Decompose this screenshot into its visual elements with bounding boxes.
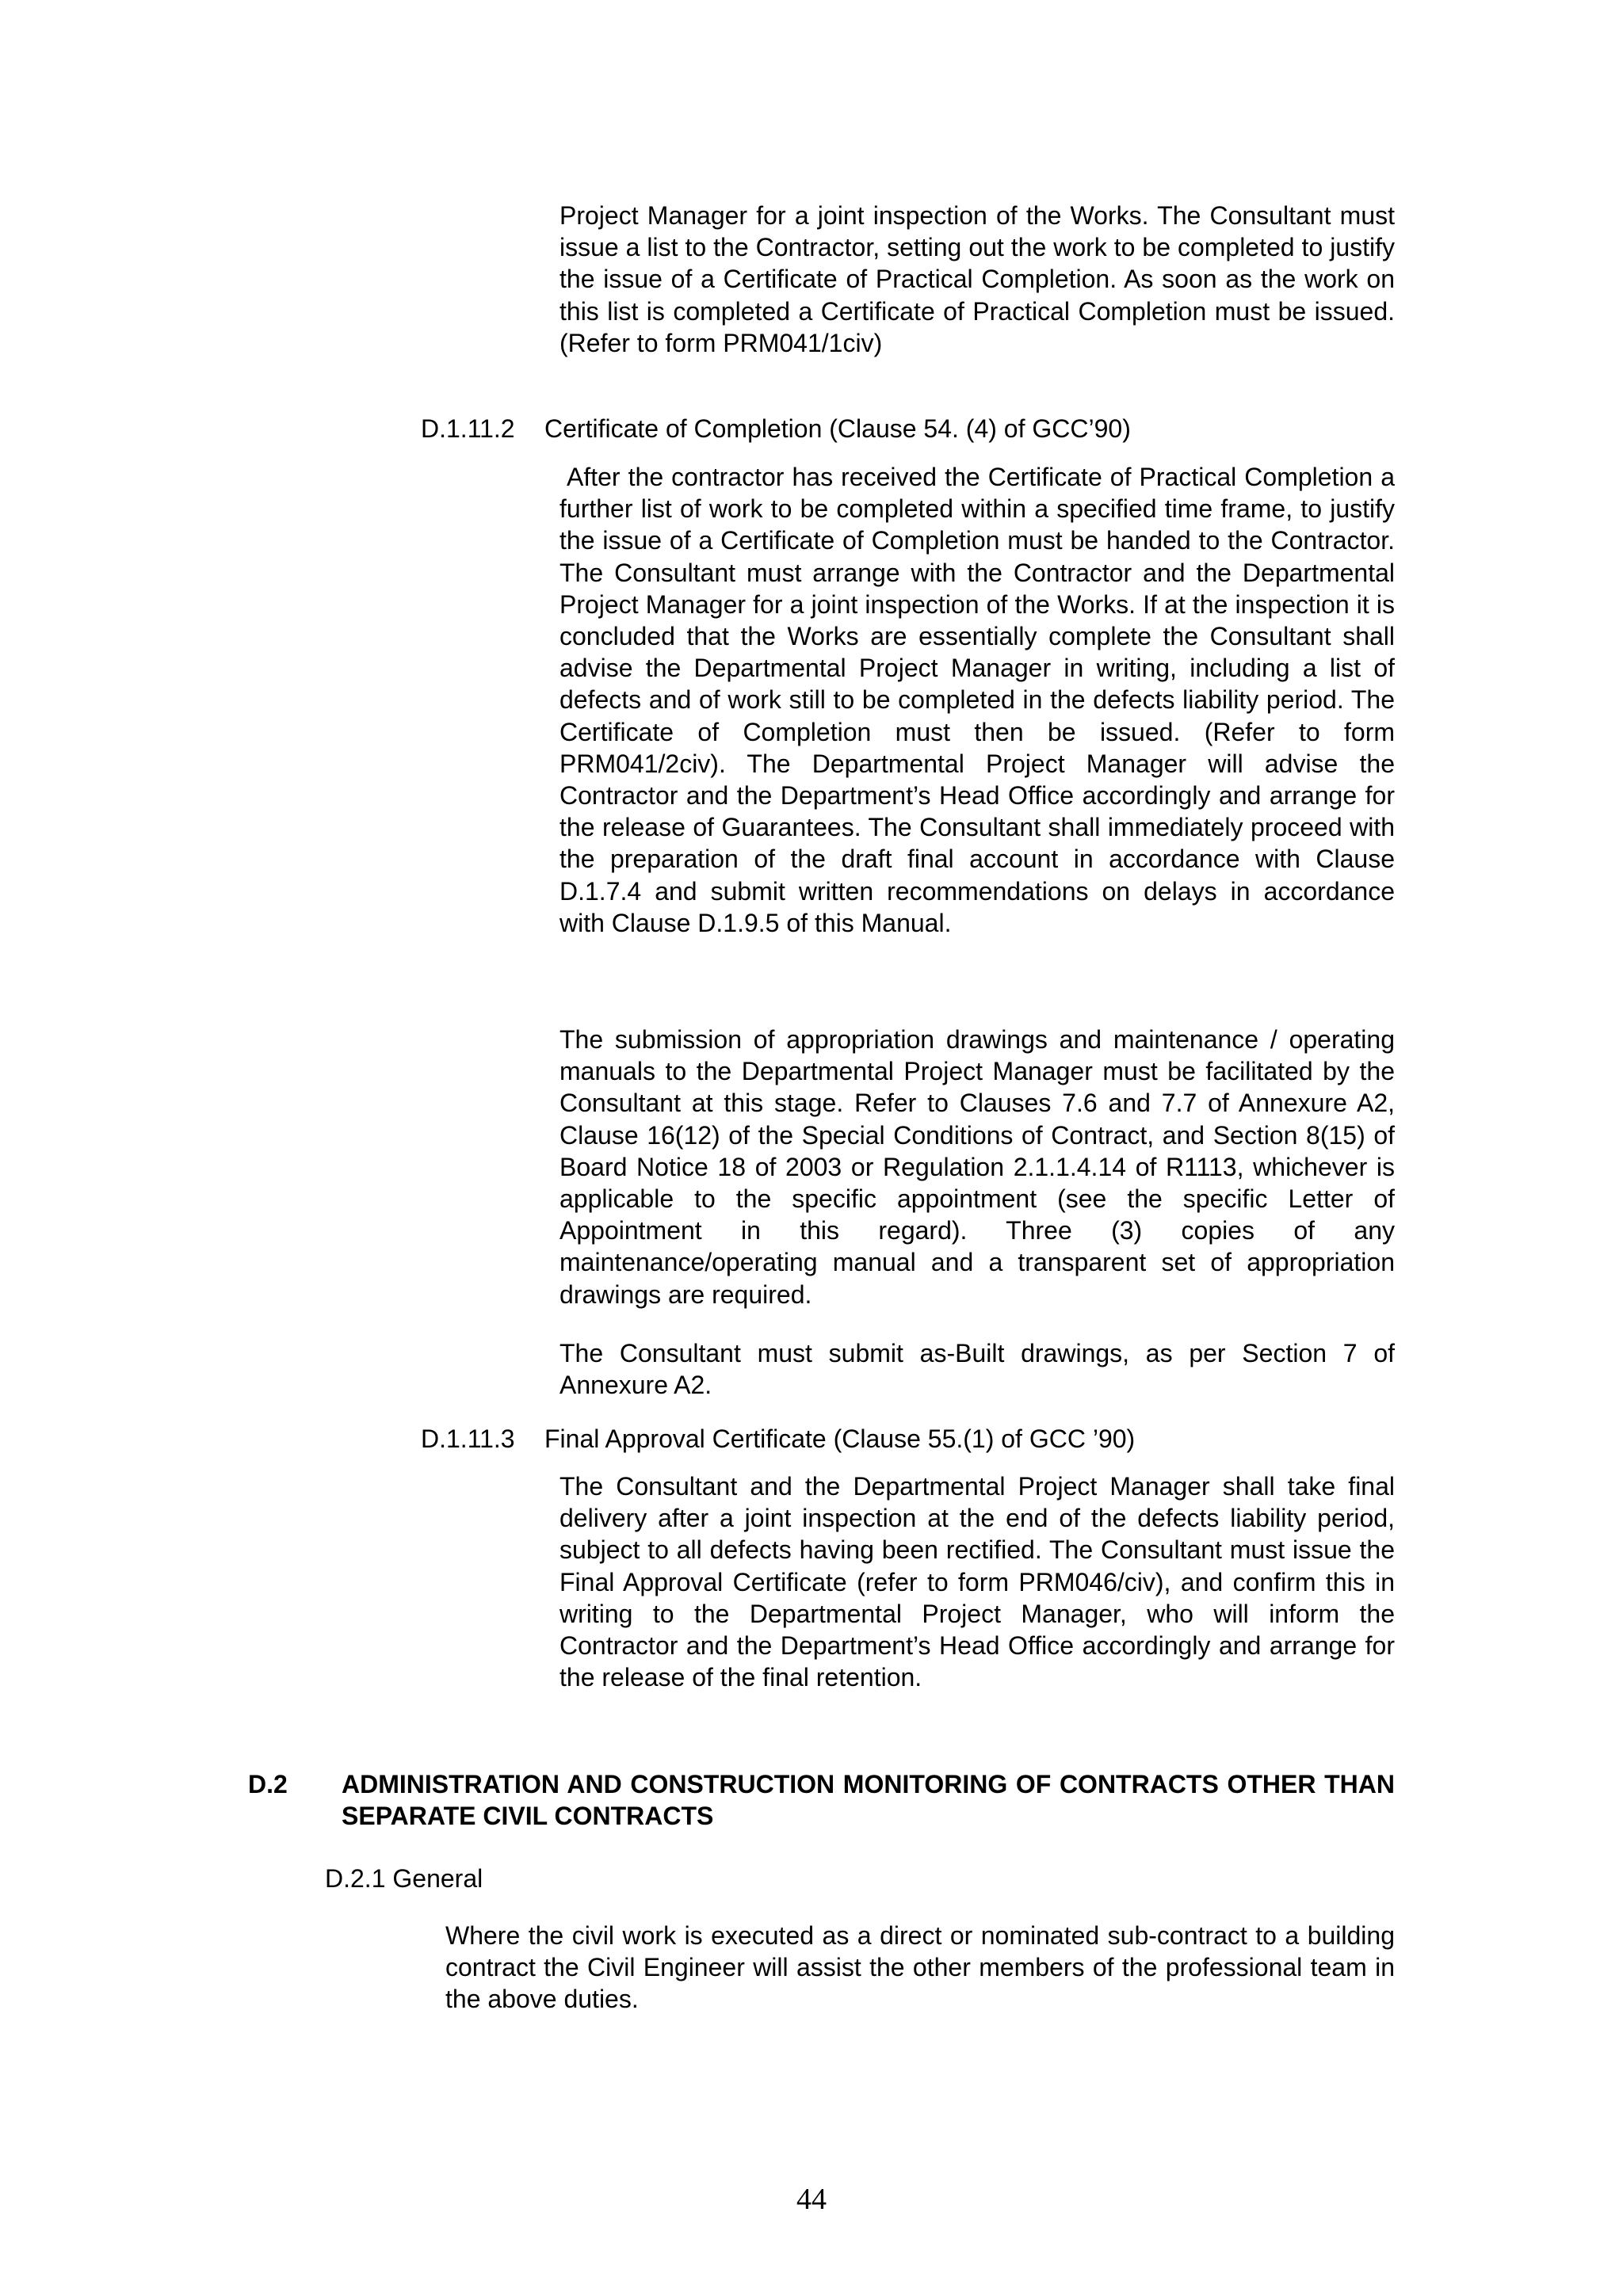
paragraph-appropriation-drawings: The submission of appropriation drawings and maintenance / operating manuals to the Departmental Project Manager must be facilitated by the Consultant at this stage. Refer to Clauses 7.6 and 7.7 of Annexure A2, Clause 16(12) of the Special Conditions of Contract, and Section 8(15) of Board Notice 18 of 2003 or Regulation 2.1.1.4.14 of R1113, whichever is applicable to the specific appointment (see the specific Letter of Appointment in this regard). Three (3) copies of any maintenance/operating manual and a transparent set of appropriation drawings are required. (559, 1025, 1395, 1309)
paragraph-as-built-drawings: The Consultant must submit as-Built drawings, as per Section 7 of Annexure A2. (559, 1339, 1395, 1400)
paragraph-final-approval-certificate: The Consultant and the Departmental Project Manager shall take final delivery after a joint inspection at the end of the defects liability period, subject to all defects having been rectified. The Consultant must issue the Final Approval Certificate (refer to form PRM046/civ), and confirm this in writing to the Departmental Project Manager, who will inform the Contractor and the Department’s Head Office accordingly and arrange for the release of the final retention. (559, 1472, 1395, 1692)
page-number: 44 (796, 2183, 827, 2216)
subheading-title: Final Approval Certificate (Clause 55.(1) of GCC ’90) (544, 1425, 1136, 1453)
subheading-number: D.1.11.2 (421, 414, 515, 443)
subheading-number: D.2.1 (325, 1864, 386, 1893)
paragraph-practical-completion: Project Manager for a joint inspection of the Works. The Consultant must issue a list to the Contractor, setting out the work to be completed to justify the issue of a Certificate of Practical Completion. As soon as the work on this list is completed a Certificate of Practical Completion must be issued. (Refer to form PRM041/1civ) (559, 201, 1395, 357)
subheading-number: D.1.11.3 (421, 1425, 515, 1453)
subheading-title: Certificate of Completion (Clause 54. (4) of GCC’90) (544, 414, 1131, 443)
subheading-title: General (392, 1864, 483, 1893)
section-title: ADMINISTRATION AND CONSTRUCTION MONITORING OF CONTRACTS OTHER THAN SEPARATE CIVIL CONTRACTS (342, 1770, 1395, 1830)
subheading-d-1-11-2 (421, 413, 1131, 444)
section-number: D.2 (248, 1770, 288, 1798)
paragraph-certificate-of-completion: After the contractor has received the Certificate of Practical Completion a further list of work to be completed within a specified time frame, to justify the issue of a Certificate of Completion must be handed to the Contractor. The Consultant must arrange with the Contractor and the Departmental Project Manager for a joint inspection of the Works. If at the inspection it is concluded that the Works are essentially complete the Consultant shall advise the Departmental Project Manager in writing, including a list of defects and of work still to be completed in the defects liability period. The Certificate of Completion must then be issued. (Refer to form PRM041/2civ). The Departmental Project Manager will advise the Contractor and the Department’s Head Office accordingly and arrange for the release of Guarantees. The Consultant shall immediately proceed with the preparation of the draft final account in accordance with Clause D.1.7.4 and submit written recommendations on delays in accordance with Clause D.1.9.5 of this Manual. (559, 463, 1395, 937)
subheading-d-2-1 (325, 1863, 483, 1894)
paragraph-general: Where the civil work is executed as a direct or nominated sub-contract to a building contract the Civil Engineer will assist the other members of the professional team in the above duties. (445, 1921, 1395, 2014)
subheading-d-1-11-3 (421, 1423, 1135, 1455)
